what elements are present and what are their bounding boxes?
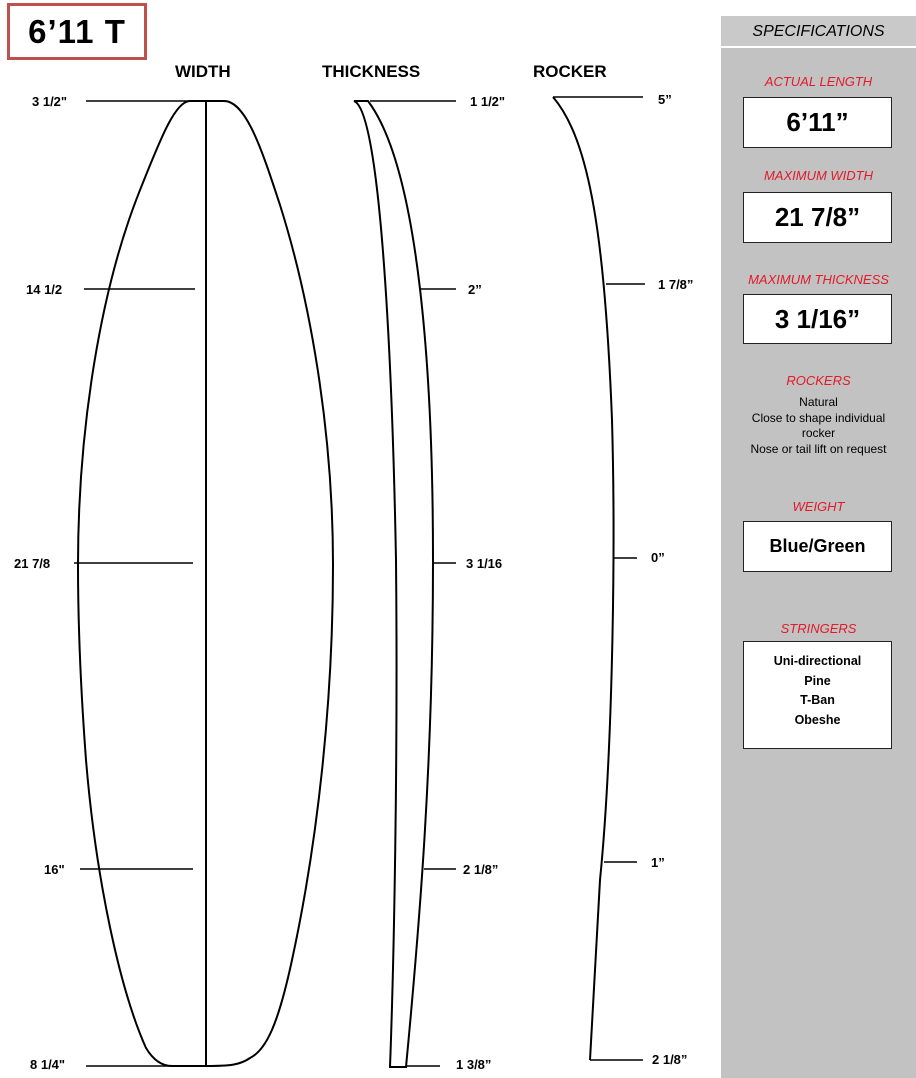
stringer-item: Pine (804, 673, 831, 688)
max-thickness-value: 3 1/16” (743, 294, 892, 344)
max-width-label: MAXIMUM WIDTH (763, 168, 874, 183)
thickness-heading: THICKNESS (322, 62, 421, 81)
stringer-item: Uni-directional (773, 654, 862, 668)
stringer-item: Obeshe (794, 712, 841, 727)
width-dim-label: 16" (44, 862, 65, 877)
rocker-heading: ROCKER (533, 62, 607, 81)
rockers-notes (721, 395, 916, 457)
weight-value: Blue/Green (743, 521, 892, 572)
max-width-value: 21 7/8” (743, 192, 892, 243)
rocker-dim-label: 0” (651, 550, 665, 565)
max-thickness-label: MAXIMUM THICKNESS (748, 272, 889, 287)
rockers-label: ROCKERS (786, 373, 851, 388)
thickness-dim-label: 1 3/8” (456, 1057, 492, 1072)
width-dim-label: 21 7/8 (14, 556, 51, 571)
width-heading: WIDTH (175, 62, 231, 81)
thickness-dim-label: 2 1/8” (463, 862, 499, 877)
weight-label: WEIGHT (792, 499, 845, 514)
model-title-box (7, 3, 147, 60)
thickness-dim-label: 1 1/2" (470, 94, 506, 109)
thickness-outline (354, 101, 433, 1067)
model-title: 6’11 T (28, 12, 126, 50)
rocker-dim-label: 1 7/8” (658, 277, 694, 292)
stringers-box (743, 641, 892, 749)
length-label: ACTUAL LENGTH (764, 74, 873, 89)
rockers-note-line: Natural (799, 395, 838, 409)
rocker-dim-label: 2 1/8” (652, 1052, 688, 1067)
specifications-panel (721, 16, 916, 1078)
width-dim-label: 3 1/2" (32, 94, 68, 109)
rocker-dim-label: 1” (651, 855, 665, 870)
thickness-dim-label: 3 1/16 (466, 556, 503, 571)
rocker-dim-label: 5” (658, 92, 672, 107)
specifications-heading: SPECIFICATIONS (721, 16, 916, 48)
rocker-outline (553, 97, 614, 1060)
length-value: 6’11” (743, 97, 892, 148)
stringer-item: T-Ban (800, 693, 835, 707)
stringers-label: STRINGERS (780, 621, 857, 636)
width-dim-label: 14 1/2 (26, 282, 63, 297)
rockers-note-line: Nose or tail lift on request (750, 441, 887, 456)
rockers-note-line: Close to shape individual (751, 410, 886, 425)
rockers-note-line: rocker (801, 426, 836, 440)
thickness-dim-label: 2” (468, 282, 482, 297)
width-dim-label: 8 1/4" (30, 1057, 66, 1072)
